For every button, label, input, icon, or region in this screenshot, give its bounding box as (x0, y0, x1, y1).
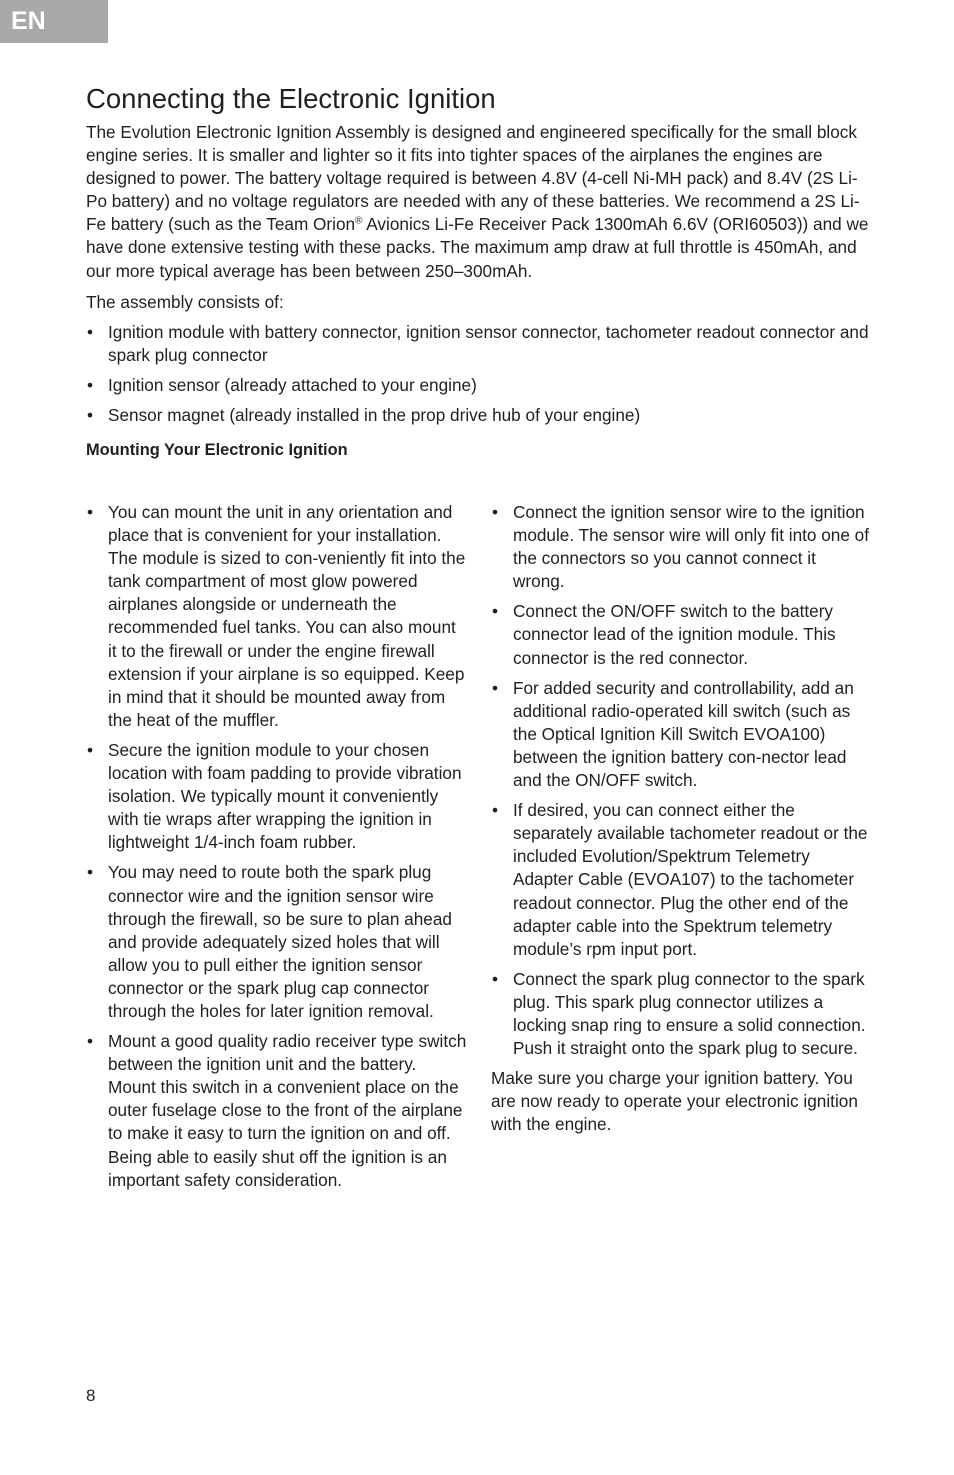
intro-text-part-b: Avionics Li-Fe Receiver Pack 1300mAh 6.6V (ORI60503)) and we have done extensive testing with these packs. The maximum amp draw at full throttle is 450mAh, and our more typical average has been between 250–300mAh. (86, 214, 869, 281)
list-item: • Connect the spark plug connector to the spark plug. This spark plug connector utilizes a locking snap ring to ensure a solid connection. Push it straight onto the spark plug to secure. (491, 968, 871, 1060)
intro-text-part-a: The Evolution Electronic Ignition Assembly is designed and engineered specifically for the small block engine series. It is smaller and lighter so it fits into tighter spaces of the airplanes the engines are designed to power. The battery voltage required is between 4.8V (4-cell Ni-MH pack) and 8.4V (2S Li-Po battery) and no voltage regulators are needed with any of these batteries. We recommend a 2S Li-Fe battery (such as the Team Orion (86, 122, 860, 235)
list-item: • Ignition sensor (already attached to your engine) (86, 374, 876, 397)
mounting-steps-left (86, 501, 468, 1192)
list-item: • You can mount the unit in any orientation and place that is convenient for your installation. The module is sized to con-veniently fit into the tank compartment of most glow powered airplanes alongside or underneath the recommended fuel tanks. You can also mount it to the firewall or under the engine firewall extension if your airplane is so equipped. Keep in mind that it should be mounted away from the heat of the muffler. (86, 501, 468, 732)
assembly-parts-list (86, 321, 876, 427)
language-tab: EN (0, 0, 108, 43)
list-item: • Ignition module with battery connector, ignition sensor connector, tachometer readout connector and spark plug connector (86, 321, 876, 367)
list-item: • You may need to route both the spark plug connector wire and the ignition sensor wire through the firewall, so be sure to plan ahead and provide adequately sized holes that will allow you to pull either the ignition sensor connector or the spark plug cap connector through the holes for later ignition removal. (86, 861, 468, 1023)
mounting-heading: Mounting Your Electronic Ignition (86, 441, 348, 460)
mounting-right-column (491, 501, 871, 1136)
list-item: • For added security and controllability, add an additional radio-operated kill switch (such as the Optical Ignition Kill Switch EVOA100) between the ignition battery con-nector lead and the ON/OFF switch. (491, 677, 871, 792)
page-number: 8 (86, 1386, 96, 1405)
mounting-steps-right (491, 501, 871, 1060)
list-item: • Mount a good quality radio receiver type switch between the ignition unit and the battery. Mount this switch in a convenient place on the outer fuselage close to the front of the airplane to make it easy to turn the ignition on and off. Being able to easily shut off the ignition is an important safety consideration. (86, 1030, 468, 1192)
closing-paragraph: Make sure you charge your ignition battery. You are now ready to operate your electronic ignition with the engine. (491, 1068, 858, 1135)
list-item: • Connect the ON/OFF switch to the battery connector lead of the ignition module. This connector is the red connector. (491, 600, 871, 669)
list-item: • Connect the ignition sensor wire to the ignition module. The sensor wire will only fit into one of the connectors so you cannot connect it wrong. (491, 501, 871, 593)
list-item: • Sensor magnet (already installed in the prop drive hub of your engine) (86, 404, 876, 427)
intro-paragraph (86, 121, 876, 283)
page-title: Connecting the Electronic Ignition (86, 83, 496, 114)
list-item: • If desired, you can connect either the separately available tachometer readout or the included Evolution/Spektrum Telemetry Adapter Cable (EVOA107) to the tachometer readout connector. Plug the other end of the adapter cable into the Spektrum telemetry module’s rpm input port. (491, 799, 871, 961)
list-item: • Secure the ignition module to your chosen location with foam padding to provide vibration isolation. We typically mount it conveniently with tie wraps after wrapping the ignition in lightweight 1/4-inch foam rubber. (86, 739, 468, 854)
mounting-left-column (86, 501, 468, 1199)
assembly-consists-label: The assembly consists of: (86, 291, 284, 312)
intro-section (86, 121, 876, 462)
registered-mark: ® (355, 215, 363, 227)
